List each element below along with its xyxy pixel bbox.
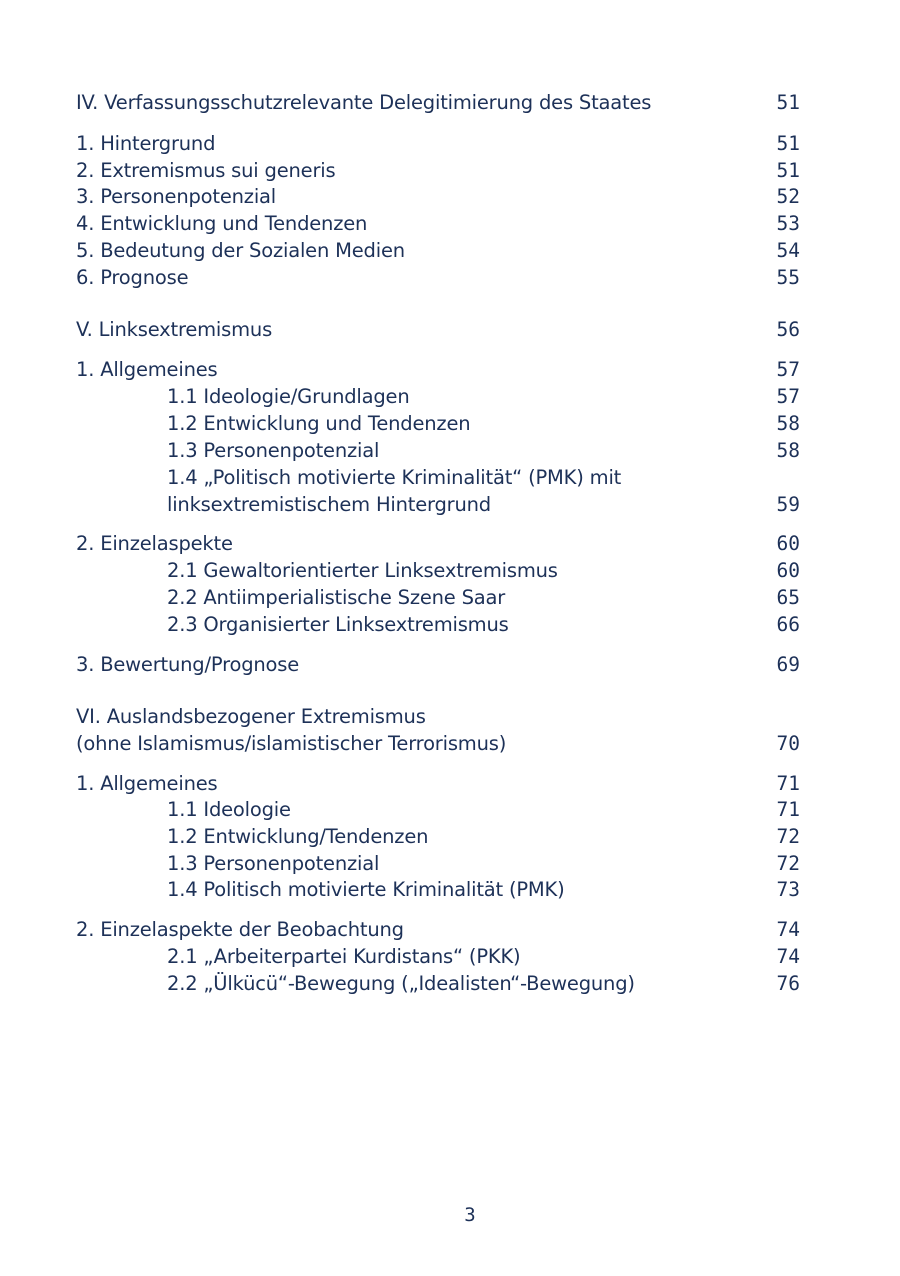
toc-entry-title: VI. Auslandsbezogener Extremismus [76,705,426,728]
toc-entry-page: 76 [776,972,800,995]
toc-entry[interactable] [0,558,900,584]
toc-entry-title: 1.1 Ideologie [167,798,291,821]
toc-entry-title: 2.1 Gewaltorientierter Linksextremismus [167,559,558,582]
toc-entry[interactable] [0,797,900,823]
toc-entry-title: 2.3 Organisierter Linksextremismus [167,613,509,636]
toc-entry-title: 1.4 „Politisch motivierte Kriminalität“ (PMK) mit [167,466,622,489]
toc-entry-title: V. Linksextremismus [76,318,273,341]
toc-entry-page: 71 [776,772,800,795]
toc-entry-title: IV. Verfassungsschutzrelevante Delegitimierung des Staates [76,91,652,114]
toc-entry[interactable] [0,158,900,184]
toc-entry-page: 71 [776,798,800,821]
toc-entry-title: 1.3 Personenpotenzial [167,852,380,875]
toc-entry[interactable] [0,131,900,157]
toc-entry-title: 6. Prognose [76,266,189,289]
toc-entry-title: 1. Hintergrund [76,132,216,155]
toc-entry-page: 69 [776,653,800,676]
toc-entry-page: 59 [776,492,800,516]
toc-entry[interactable] [0,238,900,264]
toc-entry[interactable] [0,492,900,518]
toc-entry[interactable] [0,971,900,997]
toc-entry-page: 58 [776,412,800,435]
toc-entry-title: 1.3 Personenpotenzial [167,439,380,462]
toc-entry-page: 54 [776,239,800,262]
toc-entry[interactable] [0,265,900,291]
toc-entry[interactable] [0,384,900,410]
toc-entry-title: 4. Entwicklung und Tendenzen [76,212,368,235]
toc-entry-page: 57 [776,358,800,381]
toc-entry-page: 72 [776,852,800,875]
toc-entry-title: (ohne Islamismus/islamistischer Terrorismus) [76,731,507,755]
toc-entry-title: 2.1 „Arbeiterpartei Kurdistans“ (PKK) [167,945,521,968]
toc-entry[interactable] [0,411,900,437]
toc-entry-title: 1.4 Politisch motivierte Kriminalität (PMK) [167,878,565,901]
toc-entry-page: 56 [776,318,800,341]
toc-entry-page: 60 [776,532,800,555]
toc-entry[interactable] [0,438,900,464]
toc-entry-title: 3. Personenpotenzial [76,185,277,208]
toc-entry-title: 1.2 Entwicklung und Tendenzen [167,412,471,435]
toc-entry-page: 66 [776,613,800,636]
toc-entry[interactable] [0,357,900,383]
toc-entry[interactable] [0,771,900,797]
toc-entry-page: 51 [776,159,800,182]
toc-entry[interactable] [0,851,900,877]
toc-entry-title: 2. Einzelaspekte [76,532,233,555]
toc-entry[interactable] [0,704,900,730]
toc-entry-title: 1. Allgemeines [76,358,218,381]
toc-entry-page: 58 [776,439,800,462]
toc-entry[interactable] [0,531,900,557]
toc-entry-page: 60 [776,559,800,582]
toc-entry[interactable] [0,731,900,757]
toc-entry[interactable] [0,184,900,210]
toc-entry-page: 51 [776,91,800,114]
toc-entry[interactable] [0,90,900,116]
toc-entry[interactable] [0,585,900,611]
toc-entry[interactable] [0,917,900,943]
toc-entry-title: 5. Bedeutung der Sozialen Medien [76,239,405,262]
toc-entry[interactable] [0,824,900,850]
toc-entry-page: 55 [776,266,800,289]
toc-entry-title: 2. Einzelaspekte der Beobachtung [76,918,404,941]
toc-entry[interactable] [0,612,900,638]
toc-entry-page: 53 [776,212,800,235]
toc-entry-page: 52 [776,185,800,208]
toc-entry-title: 3. Bewertung/Prognose [76,653,300,676]
toc-entry[interactable] [0,652,900,678]
toc-entry-page: 74 [776,945,800,968]
toc-entry-title: 2.2 Antiimperialistische Szene Saar [167,586,506,609]
toc-entry-title: 1. Allgemeines [76,772,218,795]
toc-entry-title: 2. Extremismus sui generis [76,159,336,182]
toc-entry-page: 51 [776,132,800,155]
toc-entry-page: 74 [776,918,800,941]
toc-entry[interactable] [0,317,900,343]
toc-entry[interactable] [0,211,900,237]
toc-entry-page: 73 [776,878,800,901]
toc-entry[interactable] [0,465,900,491]
toc-entry-page: 57 [776,385,800,408]
page-number: 3 [464,1204,476,1226]
toc-entry-title: 1.1 Ideologie/Grundlagen [167,385,410,408]
toc-entry-title: 1.2 Entwicklung/Tendenzen [167,825,429,848]
toc-entry[interactable] [0,944,900,970]
toc-entry-page: 72 [776,825,800,848]
toc-entry-page: 65 [776,586,800,609]
toc-entry[interactable] [0,877,900,903]
toc-entry-title: 2.2 „Ülkücü“-Bewegung („Idealisten“-Bewegung) [167,972,635,995]
toc-entry-title: linksextremistischem Hintergrund [167,492,491,516]
toc-entry-page: 70 [776,731,800,755]
